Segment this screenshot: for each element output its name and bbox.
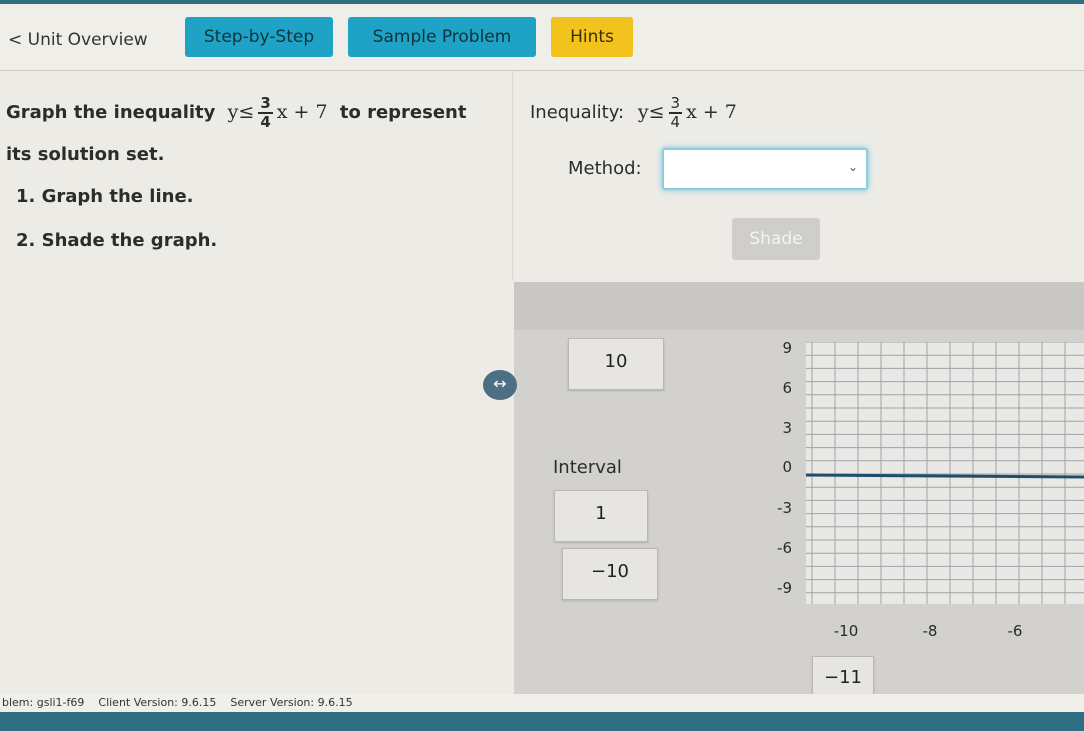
bottom-bar (0, 712, 1084, 731)
y-tick-label: 0 (782, 458, 792, 476)
tab-sample-problem[interactable]: Sample Problem (348, 17, 536, 57)
tab-step-by-step[interactable]: Step-by-Step (185, 17, 333, 57)
y-max-input[interactable]: 10 (568, 338, 664, 390)
y-tick-label: 9 (782, 339, 792, 357)
unit-overview-link[interactable]: < Unit Overview (8, 30, 148, 50)
tab-hints[interactable]: Hints (551, 17, 633, 57)
y-tick-label: 3 (782, 419, 792, 437)
y-tick-label: -3 (777, 499, 792, 517)
resize-handle-icon[interactable]: ↔ (483, 370, 517, 400)
step-2: 2. Shade the graph. (16, 230, 218, 251)
y-tick-label: -6 (777, 539, 792, 557)
fraction: $\frac{3}{4}$ (260, 94, 271, 131)
method-label: Method: (568, 158, 642, 179)
top-nav (0, 4, 1084, 71)
x-min-input[interactable]: −11 (812, 656, 874, 702)
step-1: 1. Graph the line. (16, 186, 194, 207)
interval-input[interactable]: 1 (554, 490, 648, 542)
chevron-down-icon: ⌄ (847, 160, 858, 174)
x-tick-label: -8 (922, 622, 938, 640)
method-select[interactable] (662, 148, 868, 190)
y-min-input[interactable]: −10 (562, 548, 658, 600)
problem-statement-line2: its solution set. (6, 144, 165, 165)
problem-statement: Graph the inequality y≤ $\frac{3}{4}$ x + 7 to represent (6, 94, 467, 131)
column-divider (512, 70, 513, 280)
inequality-display: Inequality: y≤ $\frac{3}{4}$ x + 7 (530, 94, 737, 131)
fraction: $\frac{3}{4}$ (670, 94, 681, 131)
panel-header (514, 282, 1084, 330)
interval-label: Interval (553, 457, 622, 478)
x-tick-label: -6 (1007, 622, 1023, 640)
y-tick-label: 6 (782, 379, 792, 397)
coordinate-grid[interactable] (806, 342, 1084, 604)
shade-button[interactable]: Shade (732, 218, 820, 260)
x-tick-label: -10 (833, 622, 859, 640)
boundary-line[interactable] (806, 475, 1084, 477)
version-footer: blem: gsli1-f69 Client Version: 9.6.15 Server Version: 9.6.15 (0, 694, 1084, 712)
y-tick-label: -9 (777, 579, 792, 597)
